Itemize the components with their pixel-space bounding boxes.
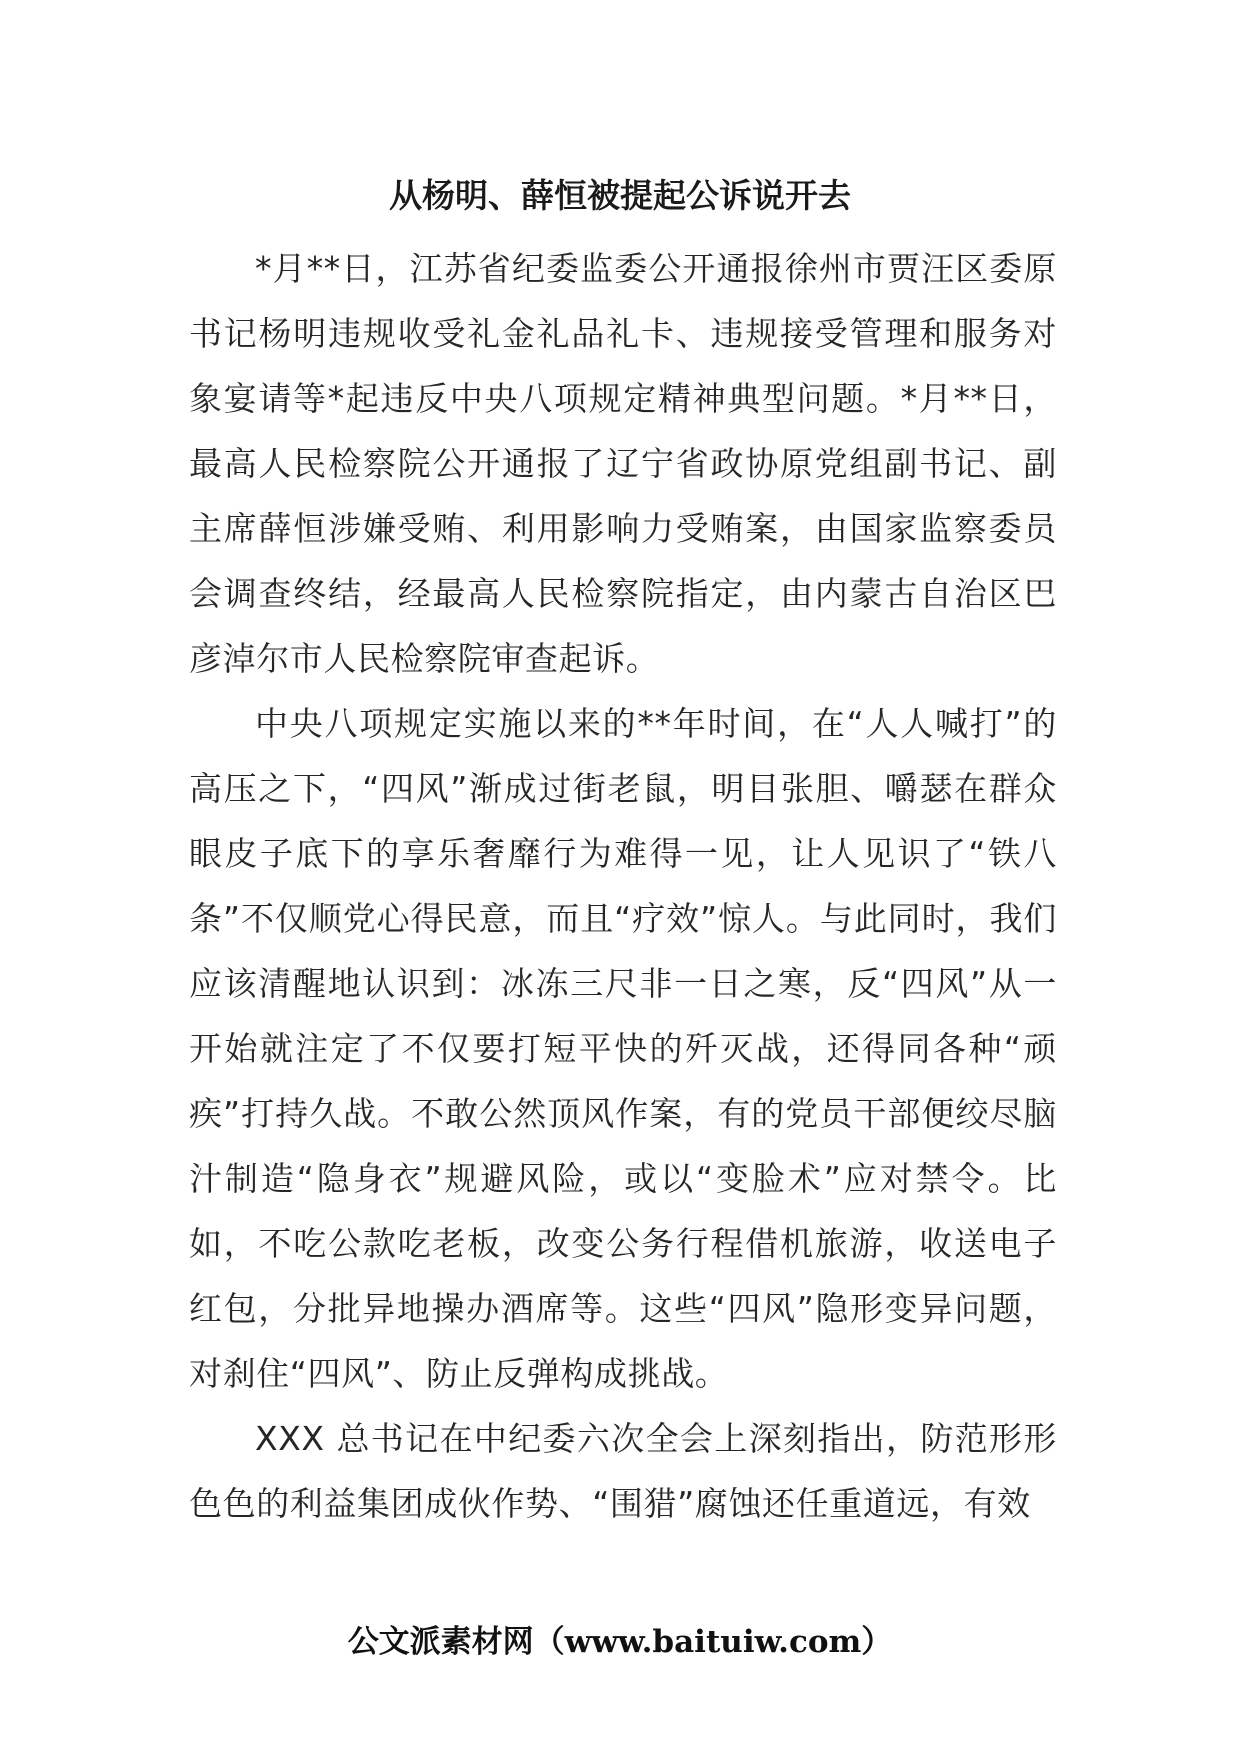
page-footer-source: 公文派素材网（www.baituiw.com）: [347, 1624, 893, 1660]
paragraph-2: 中央八项规定实施以来的**年时间，在“人人喊打”的高压之下，“四风”渐成过街老鼠，明目张胆、嚼瑟在群众眼皮子底下的享乐奢靡行为难得一见，让人见识了“铁八条”不仅顺党心得民意，而且“疗效”惊人。与此同时，我们应该清醒地认识到：冰冻三尺非一日之寒，反“四风”从一开始就注定了不仅要打短平快的歼灭战，还得同各种“顽疾”打持久战。不敢公然顶风作案，有的党员干部便绞尽脑汁制造“隐身衣”规避风险，或以“变脸术”应对禁令。比如，不吃公款吃老板，改变公务行程借机旅游，收送电子红包，分批异地操办酒席等。这些“四风”隐形变异问题，对刹住“四风”、防止反弹构成挑战。: [189, 704, 1057, 1393]
document-title: 从杨明、薛恒被提起公诉说开去: [389, 176, 851, 215]
paragraph-1: *月**日，江苏省纪委监委公开通报徐州市贾汪区委原书记杨明违规收受礼金礼品礼卡、违规接受管理和服务对象宴请等*起违反中央八项规定精神典型问题。*月**日，最高人民检察院公开通报了辽宁省政协原党组副书记、副主席薛恒涉嫌受贿、利用影响力受贿案，由国家监察委员会调查终结，经最高人民检察院指定，由内蒙古自治区巴彦淖尔市人民检察院审查起诉。: [189, 249, 1057, 678]
document-body: [189, 236, 1057, 1536]
paragraph-3: XXX 总书记在中纪委六次全会上深刻指出，防范形形色色的利益集团成伙作势、“围猎”腐蚀还任重道远，有效: [189, 1419, 1057, 1523]
